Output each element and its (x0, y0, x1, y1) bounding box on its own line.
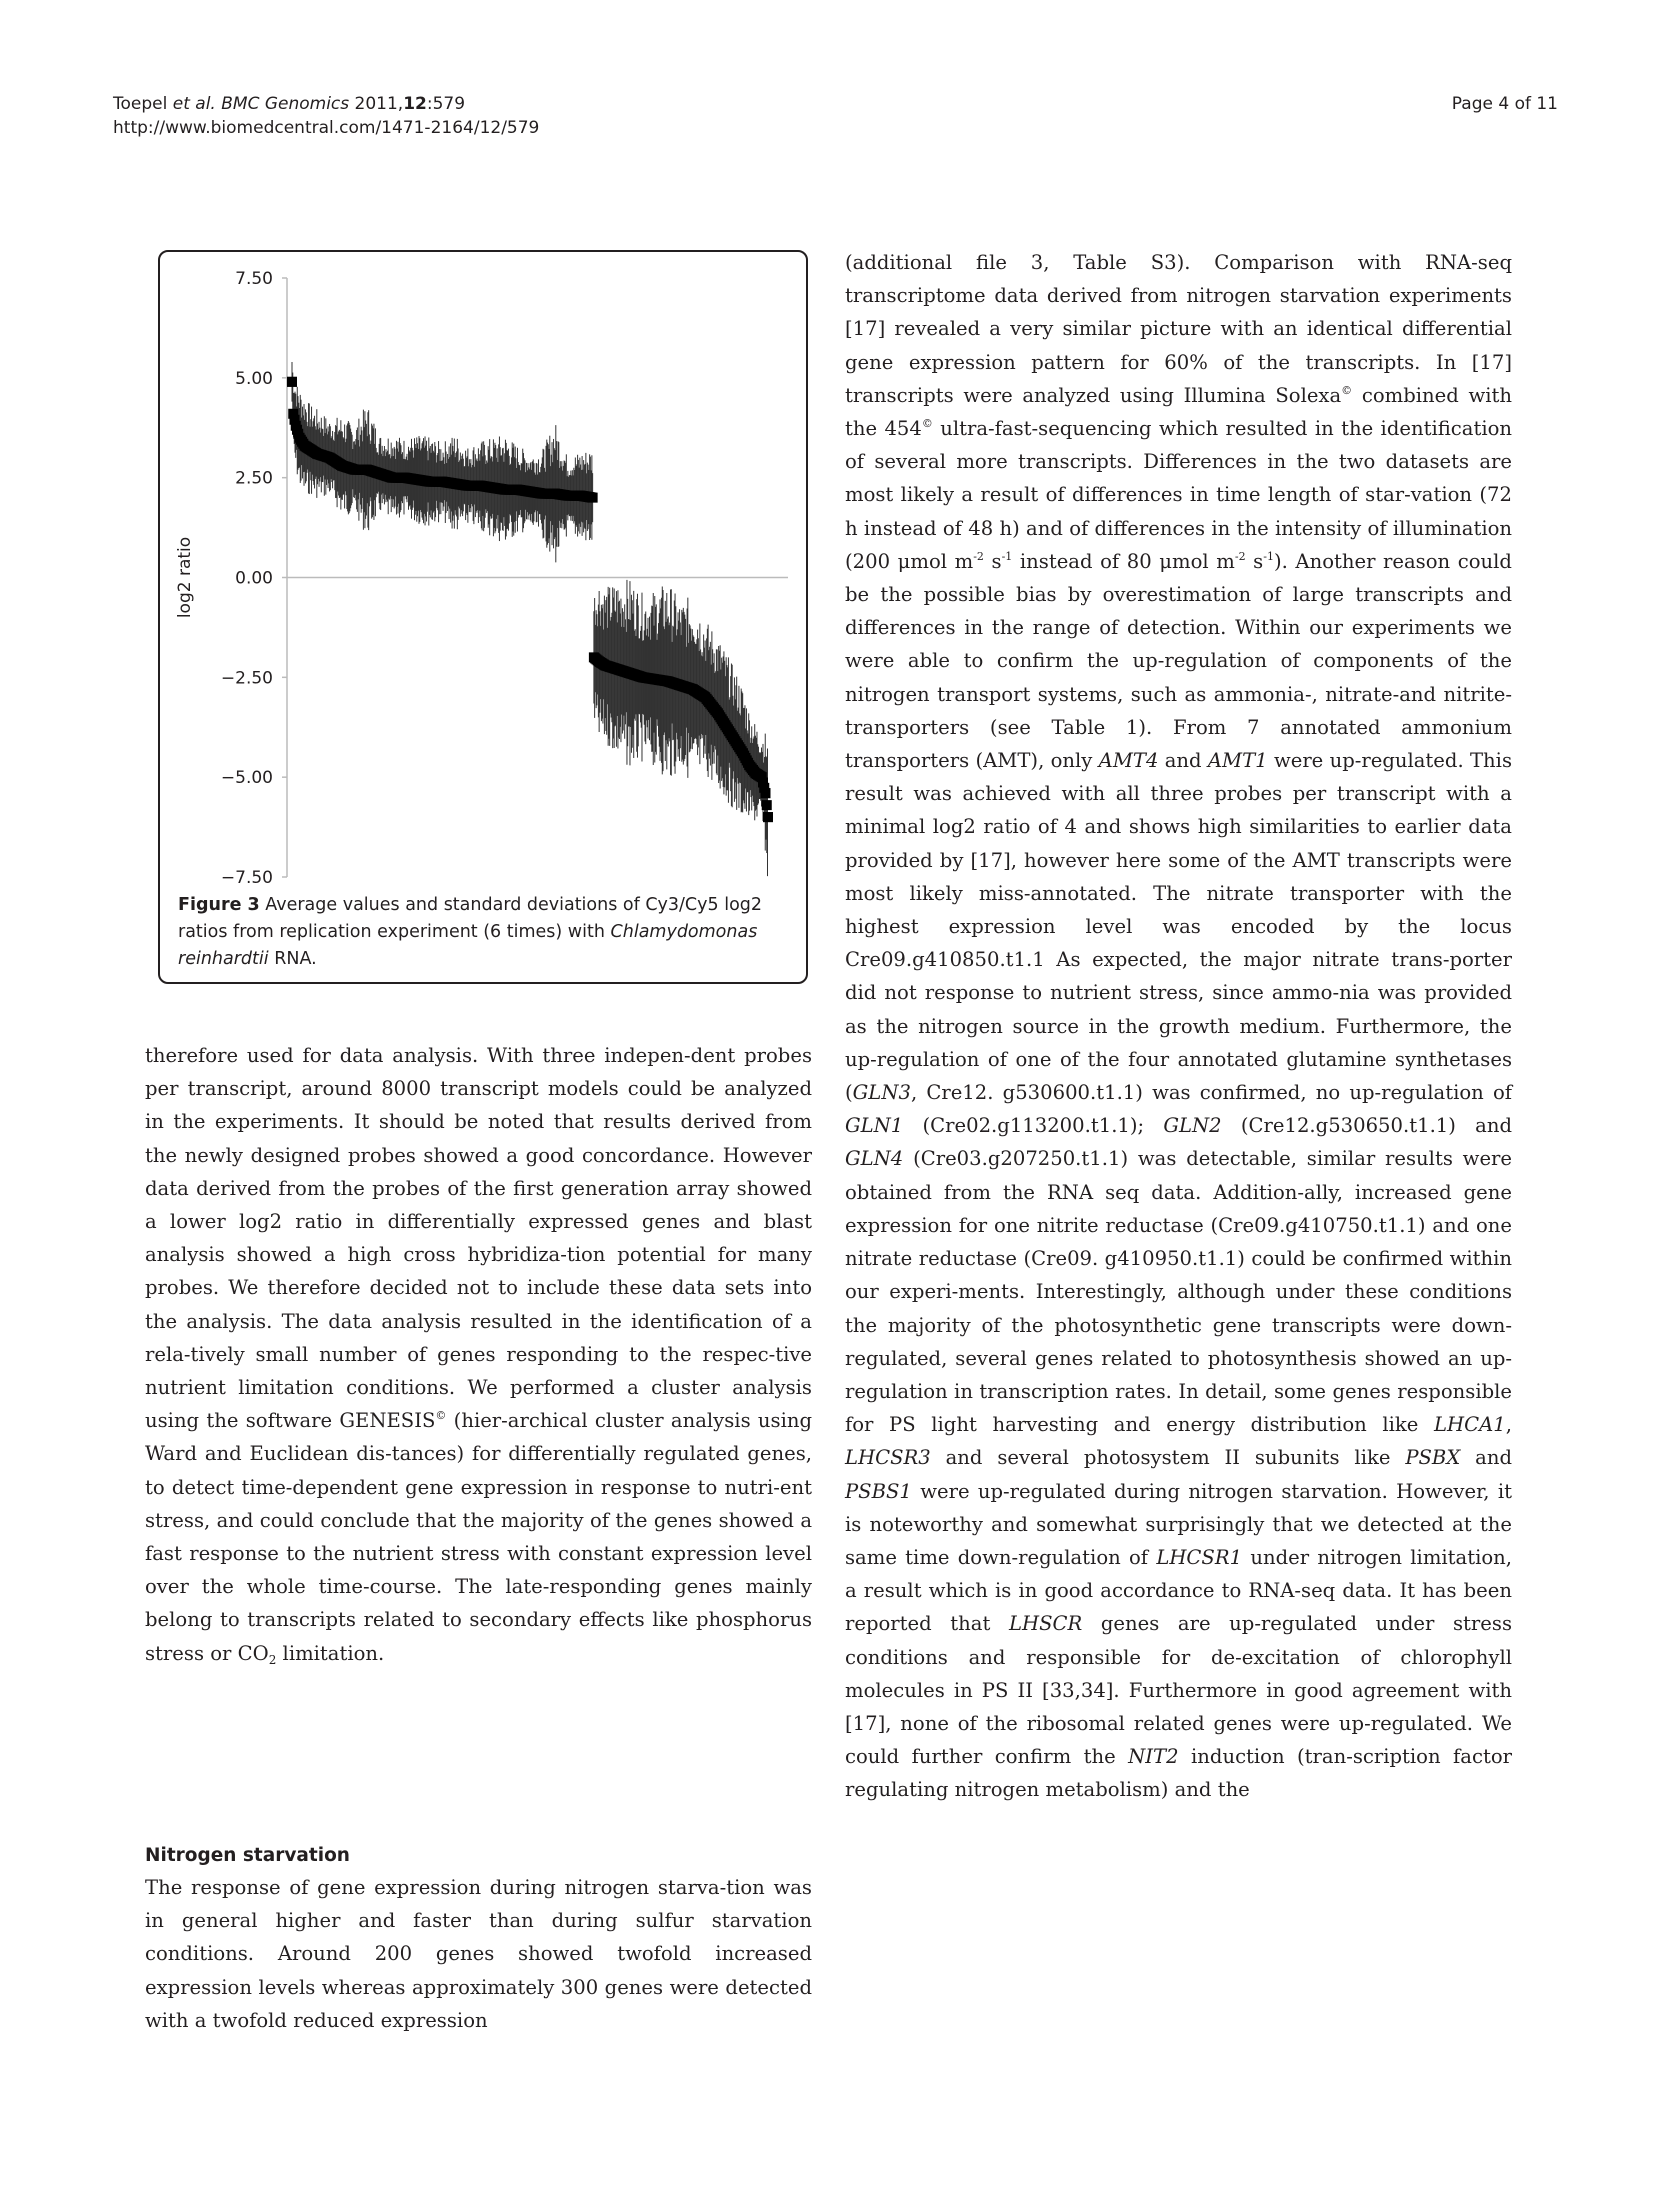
figure-label: Figure 3 (178, 895, 260, 915)
svg-text:−7.50: −7.50 (220, 868, 273, 888)
figure-3 (158, 250, 808, 984)
paragraph: The response of gene expression during nitrogen starva-tion was in general higher and faster than during sulfur starvation conditions. Around 200 genes showed twofold increased expression levels whereas approximately 300 genes were detected with a twofold reduced expression (145, 1876, 812, 2032)
citation-line: Toepel et al. BMC Genomics 2011,12:579 (113, 94, 466, 114)
svg-text:−5.00: −5.00 (220, 768, 273, 789)
paragraph: therefore used for data analysis. With three indepen-dent probes per transcript, around 8000 transcript models could be analyzed in the experiments. It should be noted that results derived from the newly designed probes showed a good concordance. However data derived from the probes of the first generation array showed a lower log2 ratio in differentially expressed genes and blast analysis showed a high cross hybridiza-tion potential for many probes. We therefore decided not to include these data sets into the analysis. The data analysis resulted in the identification of a rela-tively small number of genes responding to the respec-tive nutrient limitation conditions. We performed a cluster analysis using the software GENESIS© (hier-archical cluster analysis using Ward and Euclidean dis-tances) for differentially regulated genes, to detect time-dependent gene expression in response to nutri-ent stress, and could conclude that the majority of the genes showed a fast response to the nutrient stress with constant expression level over the whole time-course. The late-responding genes mainly belong to transcripts related to secondary effects like phosphorus stress or $CO_2$ limitation. (145, 1044, 812, 1667)
svg-text:0.00: 0.00 (235, 568, 273, 589)
svg-text:7.50: 7.50 (235, 269, 273, 289)
running-header (113, 92, 539, 140)
nitrogen-starvation-section (145, 1840, 812, 2037)
svg-text:2.50: 2.50 (235, 468, 273, 489)
svg-text:5.00: 5.00 (235, 368, 273, 389)
page-number: Page 4 of 11 (1451, 94, 1558, 114)
paragraph: (additional file 3, Table S3). Comparison with RNA-seq transcriptome data derived from nitrogen starvation experiments [17] revealed a very similar picture with an identical differential gene expression pattern for 60% of the transcripts. In [17] transcripts were analyzed using Illumina Solexa© combined with the 454© ultra-fast-sequencing which resulted in the identification of several more transcripts. Differences in the two datasets are most likely a result of differences in time length of star-vation (72 h instead of 48 h) and of differences in the intensity of illumination (200 μmol $m^{-2}$ $s^{-1}$ instead of 80 μmol $m^{-2}$ $s^{-1}$). Another reason could be the possible bias by overestimation of large transcripts and differences in the range of detection. Within our experiments we were able to confirm the up-regulation of components of the nitrogen transport systems, such as ammonia-, nitrate-and nitrite-transporters (see Table 1). From 7 annotated ammonium transporters (AMT), only AMT4 and AMT1 were up-regulated. This result was achieved with all three probes per transcript with a minimal log2 ratio of 4 and shows high similarities to earlier data provided by [17], however here some of the AMT transcripts were most likely miss-annotated. The nitrate transporter with the highest expression level was encoded by the locus Cre09.g410850.t1.1 As expected, the major nitrate trans-porter did not response to nutrient stress, since ammo-nia was provided as the nitrogen source in the growth medium. Furthermore, the up-regulation of one of the four annotated glutamine synthetases (GLN3, Cre12. g530600.t1.1) was confirmed, no up-regulation of GLN1 (Cre02.g113200.t1.1); GLN2 (Cre12.g530650.t1.1) and GLN4 (Cre03.g207250.t1.1) was detectable, similar results were obtained from the RNA seq data. Addition-ally, increased gene expression for one nitrite reductase (Cre09.g410750.t1.1) and one nitrate reductase (Cre09. g410950.t1.1) could be confirmed within our experi-ments. Interestingly, although under these conditions the majority of the photosynthetic gene transcripts were down-regulated, several genes related to photosynthesis showed an up-regulation in transcription rates. In detail, some genes responsible for PS light harvesting and energy distribution like LHCA1, LHCSR3 and several photosystem II subunits like PSBX and PSBS1 were up-regulated during nitrogen starvation. However, it is noteworthy and somewhat surprisingly that we detected at the same time down-regulation of LHCSR1 under nitrogen limitation, a result which is in good accordance to RNA-seq data. It has been reported that LHSCR genes are up-regulated under stress conditions and responsible for de-excitation of chlorophyll molecules in PS II [33,34]. Furthermore in good agreement with [17], none of the ribosomal related genes were up-regulated. We could further confirm the NIT2 induction (tran-scription factor regulating nitrogen metabolism) and the (845, 251, 1513, 1802)
left-column-text (145, 1039, 812, 1670)
svg-text:log2 ratio: log2 ratio (175, 536, 195, 619)
log2-ratio-chart (160, 252, 806, 892)
svg-text:−2.50: −2.50 (220, 668, 273, 689)
figure-caption: Figure 3 Average values and standard deviations of Cy3/Cy5 log2 ratios from replication experiment (6 times) with Chlamydomonas reinhardtii RNA. (178, 895, 763, 969)
right-column-text (845, 246, 1512, 1807)
article-url[interactable]: http://www.biomedcentral.com/1471-2164/12/579 (113, 118, 540, 138)
section-heading: Nitrogen starvation (145, 1845, 350, 1866)
